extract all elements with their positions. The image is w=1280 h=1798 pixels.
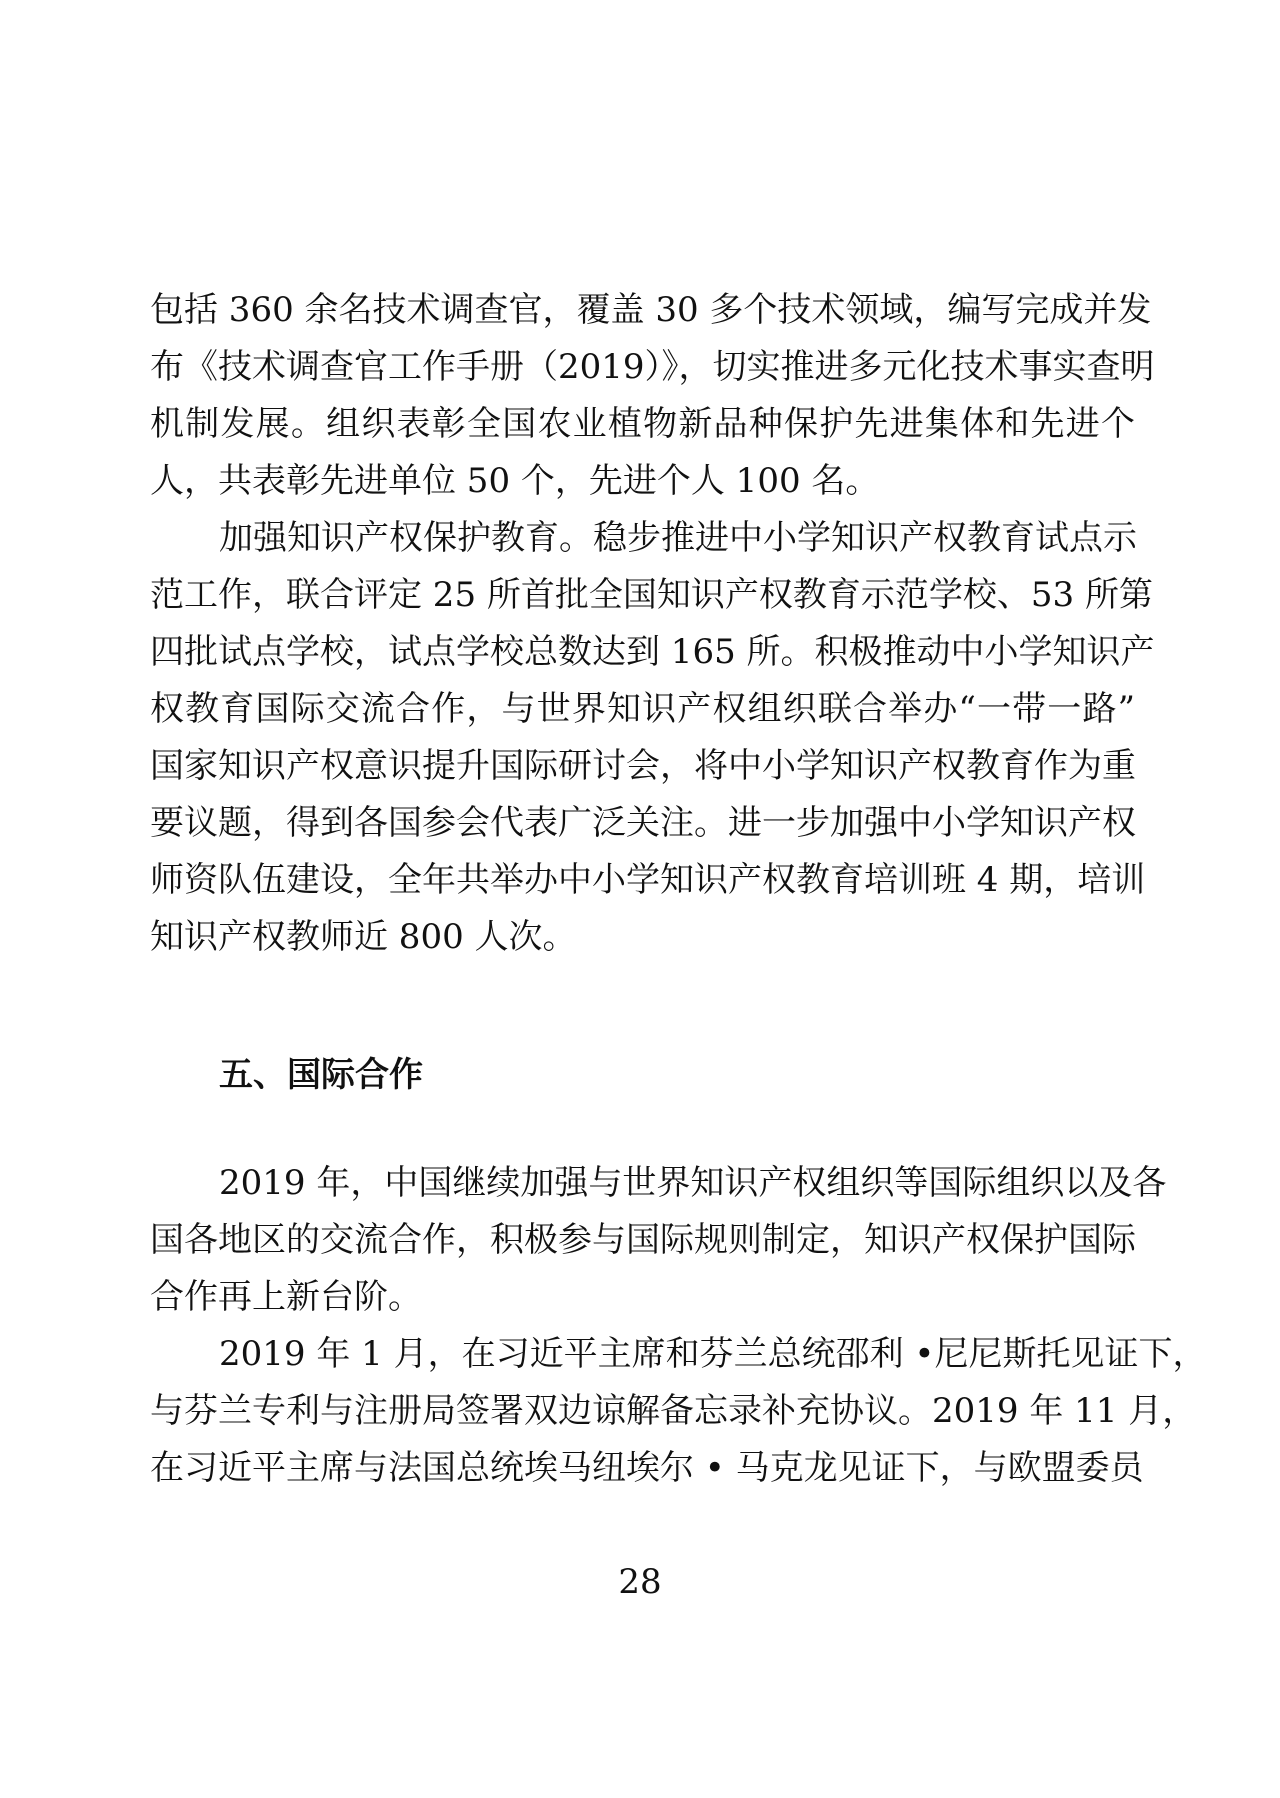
- paragraph-2-line-2: 范工作，联合评定 25 所首批全国知识产权教育示范学校、53 所第: [150, 575, 1153, 615]
- paragraph-2-line-3: 四批试点学校，试点学校总数达到 165 所。积极推动中小学知识产: [150, 632, 1155, 672]
- paragraph-2-line-7: 师资队伍建设，全年共举办中小学知识产权教育培训班 4 期，培训: [150, 860, 1146, 900]
- paragraph-2-line-1: 加强知识产权保护教育。稳步推进中小学知识产权教育试点示: [219, 518, 1137, 558]
- paragraph-4-line-3: 在习近平主席与法国总统埃马纽埃尔 • 马克龙见证下，与欧盟委员: [150, 1448, 1144, 1488]
- paragraph-1-line-2: 布《技术调查官工作手册（2019）》，切实推进多元化技术事实查明: [150, 347, 1155, 387]
- paragraph-1-line-3: 机制发展。组织表彰全国农业植物新品种保护先进集体和先进个: [150, 404, 1135, 444]
- section-heading: 五、国际合作: [219, 1055, 423, 1095]
- paragraph-3-line-2: 国各地区的交流合作，积极参与国际规则制定，知识产权保护国际: [150, 1220, 1136, 1260]
- paragraph-1-line-1: 包括 360 余名技术调查官，覆盖 30 多个技术领域，编写完成并发: [150, 290, 1152, 330]
- paragraph-2-line-8: 知识产权教师近 800 人次。: [150, 917, 577, 957]
- page-number: 28: [618, 1562, 662, 1602]
- paragraph-4-line-1: 2019 年 1 月，在习近平主席和芬兰总统邵利 •尼尼斯托见证下，: [219, 1334, 1207, 1374]
- paragraph-3-line-1: 2019 年，中国继续加强与世界知识产权组织等国际组织以及各: [219, 1163, 1167, 1203]
- paragraph-3-line-3: 合作再上新台阶。: [150, 1277, 422, 1317]
- paragraph-2-line-4: 权教育国际交流合作，与世界知识产权组织联合举办“一带一路”: [150, 689, 1135, 729]
- paragraph-2-line-5: 国家知识产权意识提升国际研讨会，将中小学知识产权教育作为重: [150, 746, 1136, 786]
- paragraph-1-line-4: 人，共表彰先进单位 50 个，先进个人 100 名。: [150, 461, 880, 501]
- paragraph-4-line-2: 与芬兰专利与注册局签署双边谅解备忘录补充协议。2019 年 11 月，: [150, 1391, 1197, 1431]
- paragraph-2-line-6: 要议题，得到各国参会代表广泛关注。进一步加强中小学知识产权: [150, 803, 1136, 843]
